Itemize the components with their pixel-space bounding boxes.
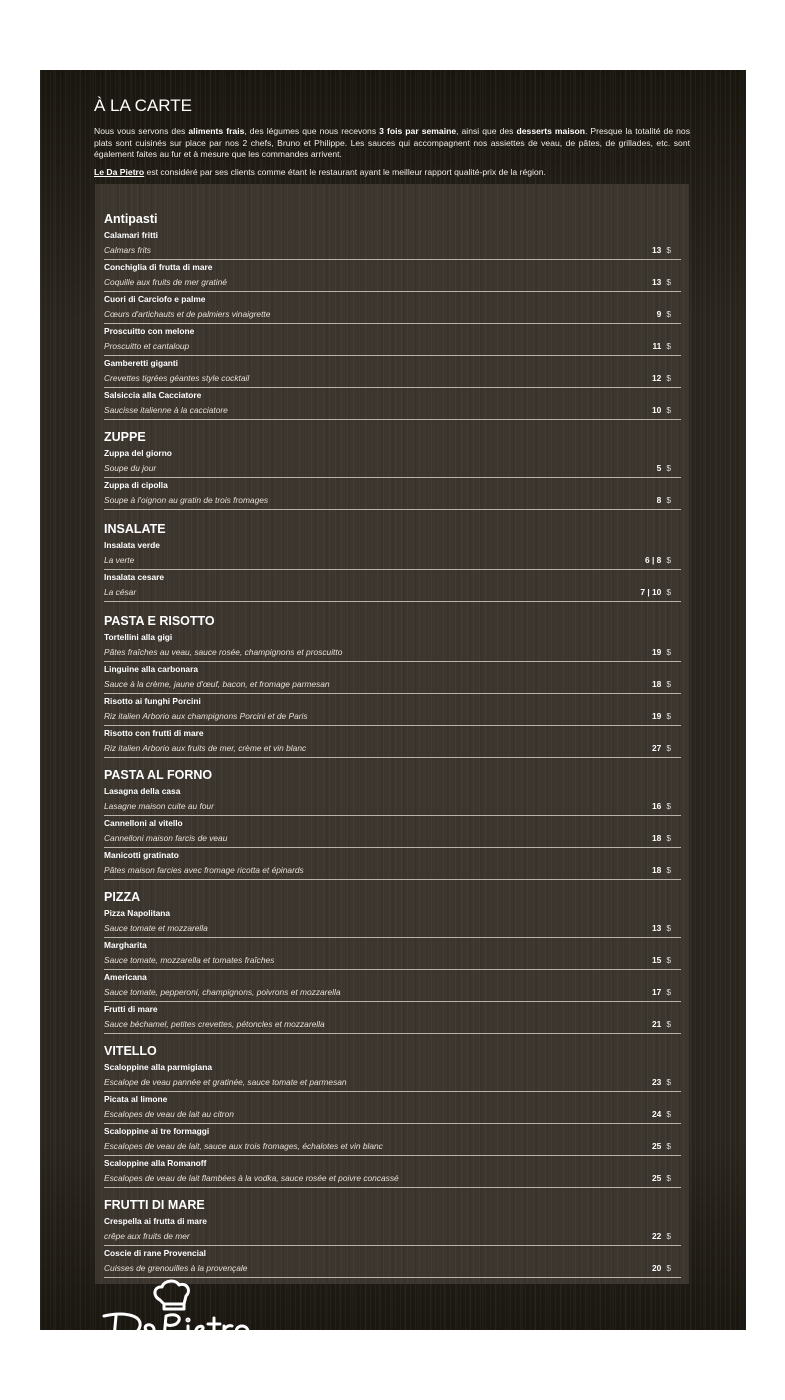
item-description: Riz italien Arborio aux champignons Porcini et de Paris bbox=[104, 711, 308, 721]
section-title: INSALATE bbox=[104, 522, 166, 536]
item-price bbox=[652, 647, 671, 657]
price-value: 27 bbox=[652, 743, 662, 753]
price-value: 18 bbox=[652, 833, 662, 843]
item-description: Sauce tomate, pepperoni, champignons, poivrons et mozzarella bbox=[104, 987, 341, 997]
item-description: Soupe à l'oignon au gratin de trois fromages bbox=[104, 495, 269, 505]
item-price bbox=[652, 1077, 671, 1087]
item-name: Picata al limone bbox=[104, 1094, 168, 1104]
price-value: 24 bbox=[652, 1109, 662, 1119]
menu-section bbox=[104, 1196, 681, 1278]
item-name: Risotto ai funghi Porcini bbox=[104, 696, 201, 706]
intro-bold: desserts maison bbox=[516, 126, 585, 136]
price-value: 6 | 8 bbox=[645, 555, 662, 565]
menu-section bbox=[104, 520, 681, 602]
item-name: Conchiglia di frutta di mare bbox=[104, 262, 213, 272]
item-description: Escalopes de veau de lait au citron bbox=[104, 1109, 234, 1119]
menu-item bbox=[104, 356, 681, 388]
item-name: Proscuitto con melone bbox=[104, 326, 195, 336]
item-description: Soupe du jour bbox=[104, 463, 157, 473]
section-title: PASTA AL FORNO bbox=[104, 768, 213, 782]
menu-item bbox=[104, 906, 681, 938]
menu-item bbox=[104, 694, 681, 726]
item-price bbox=[652, 341, 671, 351]
menu-panel bbox=[95, 184, 689, 1284]
item-description: Saucisse italienne à la cacciatore bbox=[104, 405, 228, 415]
intro-paragraph-2 bbox=[94, 167, 690, 179]
menu-item bbox=[104, 324, 681, 356]
currency-symbol: $ bbox=[666, 341, 671, 351]
item-name: Scaloppine alla parmigiana bbox=[104, 1062, 212, 1072]
item-price bbox=[652, 865, 671, 875]
price-value: 25 bbox=[652, 1141, 662, 1151]
item-price bbox=[652, 743, 671, 753]
price-value: 19 bbox=[652, 711, 662, 721]
price-value: 21 bbox=[652, 1019, 662, 1029]
currency-symbol: $ bbox=[666, 923, 671, 933]
currency-symbol: $ bbox=[666, 405, 671, 415]
menu-item bbox=[104, 570, 681, 602]
menu-section bbox=[104, 766, 681, 880]
currency-symbol: $ bbox=[666, 865, 671, 875]
currency-symbol: $ bbox=[666, 1019, 671, 1029]
item-description: Calmars frits bbox=[104, 245, 151, 255]
price-value: 17 bbox=[652, 987, 662, 997]
intro-text: , des légumes que nous recevons bbox=[244, 126, 380, 136]
price-value: 15 bbox=[652, 955, 662, 965]
price-value: 13 bbox=[652, 245, 662, 255]
menu-section bbox=[104, 888, 681, 1034]
price-value: 16 bbox=[652, 801, 662, 811]
currency-symbol: $ bbox=[666, 309, 671, 319]
intro bbox=[94, 96, 690, 184]
item-description: Cœurs d'artichauts et de palmiers vinaigrette bbox=[104, 309, 271, 319]
item-price bbox=[652, 405, 671, 415]
item-description: Sauce à la crème, jaune d'œuf, bacon, et fromage parmesan bbox=[104, 679, 330, 689]
item-price bbox=[652, 245, 671, 255]
currency-symbol: $ bbox=[666, 245, 671, 255]
item-price bbox=[652, 679, 671, 689]
currency-symbol: $ bbox=[666, 555, 671, 565]
item-name: Gamberetti giganti bbox=[104, 358, 178, 368]
item-price bbox=[652, 801, 671, 811]
price-value: 18 bbox=[652, 865, 662, 875]
item-name: Pizza Napolitana bbox=[104, 908, 171, 918]
item-price bbox=[652, 373, 671, 383]
item-name: Linguine alla carbonara bbox=[104, 664, 199, 674]
item-price bbox=[652, 711, 671, 721]
menu-item bbox=[104, 1092, 681, 1124]
currency-symbol: $ bbox=[666, 1141, 671, 1151]
menu-section bbox=[104, 1042, 681, 1188]
section-title: ZUPPE bbox=[104, 430, 146, 444]
price-value: 11 bbox=[652, 341, 662, 351]
currency-symbol: $ bbox=[666, 277, 671, 287]
item-name: Insalata verde bbox=[104, 540, 160, 550]
menu-section bbox=[104, 428, 681, 510]
menu-item bbox=[104, 726, 681, 758]
section-title: FRUTTI DI MARE bbox=[104, 1198, 205, 1212]
currency-symbol: $ bbox=[666, 711, 671, 721]
intro-bold: aliments frais bbox=[188, 126, 245, 136]
price-value: 7 | 10 bbox=[640, 587, 662, 597]
item-price bbox=[657, 495, 671, 505]
item-price bbox=[652, 1141, 671, 1151]
menu-item bbox=[104, 938, 681, 970]
section-title: PIZZA bbox=[104, 890, 141, 904]
item-name: Zuppa di cipolla bbox=[104, 480, 168, 490]
chef-hat-icon bbox=[155, 1281, 189, 1309]
item-name: Americana bbox=[104, 972, 147, 982]
item-price bbox=[657, 463, 671, 473]
intro-text: , ainsi que des bbox=[456, 126, 517, 136]
currency-symbol: $ bbox=[666, 1263, 671, 1273]
item-price bbox=[645, 555, 671, 565]
item-description: Crevettes tigrées géantes style cocktail bbox=[104, 373, 250, 383]
menu-item bbox=[104, 292, 681, 324]
intro-text: est considéré par ses clients comme étant le restaurant ayant le meilleur rapport qualité-prix de la région. bbox=[144, 166, 546, 177]
item-price bbox=[652, 1019, 671, 1029]
intro-paragraph bbox=[94, 126, 690, 161]
menu-item bbox=[104, 1060, 681, 1092]
item-price bbox=[652, 1109, 671, 1119]
item-name: Tortellini alla gigi bbox=[104, 632, 173, 642]
item-name: Cannelloni al vitello bbox=[104, 818, 183, 828]
item-description: Proscuitto et cantaloup bbox=[104, 341, 190, 351]
currency-symbol: $ bbox=[666, 955, 671, 965]
currency-symbol: $ bbox=[666, 1077, 671, 1087]
item-name: Scaloppine alla Romanoff bbox=[104, 1158, 207, 1168]
item-description: Pâtes fraîches au veau, sauce rosée, champignons et proscuitto bbox=[104, 647, 343, 657]
menu-item bbox=[104, 970, 681, 1002]
item-price bbox=[652, 923, 671, 933]
item-description: Riz italien Arborio aux fruits de mer, crème et vin blanc bbox=[104, 743, 307, 753]
menu-item bbox=[104, 1156, 681, 1188]
section-title: PASTA E RISOTTO bbox=[104, 614, 215, 628]
item-name: Coscie di rane Provencial bbox=[104, 1248, 206, 1258]
price-value: 22 bbox=[652, 1231, 662, 1241]
price-value: 12 bbox=[652, 373, 662, 383]
price-value: 8 bbox=[656, 495, 662, 505]
item-description: La césar bbox=[104, 587, 137, 597]
section-title: Antipasti bbox=[104, 212, 158, 226]
item-name: Salsiccia alla Cacciatore bbox=[104, 390, 202, 400]
item-price bbox=[652, 987, 671, 997]
menu-section bbox=[104, 210, 681, 420]
menu-item bbox=[104, 662, 681, 694]
item-price bbox=[640, 587, 671, 597]
currency-symbol: $ bbox=[666, 679, 671, 689]
intro-bold: 3 fois par semaine bbox=[379, 126, 457, 136]
item-name: Zuppa del giorno bbox=[104, 448, 172, 458]
item-name: Margharita bbox=[104, 940, 147, 950]
menu-item bbox=[104, 1246, 681, 1278]
currency-symbol: $ bbox=[666, 495, 671, 505]
menu-page bbox=[40, 70, 746, 1330]
da-pietro-logo bbox=[102, 1278, 252, 1330]
price-value: 9 bbox=[656, 309, 662, 319]
item-description: Cuisses de grenouilles à la provençale bbox=[104, 1263, 248, 1273]
menu-item bbox=[104, 538, 681, 570]
price-value: 13 bbox=[652, 923, 662, 933]
item-description: Sauce tomate, mozzarella et tomates fraîches bbox=[104, 955, 275, 965]
item-price bbox=[657, 309, 671, 319]
menu-item bbox=[104, 228, 681, 260]
item-description: La verte bbox=[104, 555, 135, 565]
menu-item bbox=[104, 1124, 681, 1156]
currency-symbol: $ bbox=[666, 587, 671, 597]
menu-item bbox=[104, 260, 681, 292]
item-price bbox=[652, 277, 671, 287]
item-name: Risotto con frutti di mare bbox=[104, 728, 204, 738]
item-name: Crespella ai frutta di mare bbox=[104, 1216, 207, 1226]
price-value: 5 bbox=[656, 463, 662, 473]
item-description: Escalopes de veau de lait, sauce aux trois fromages, échalotes et vin blanc bbox=[104, 1141, 383, 1151]
item-description: Escalope de veau pannée et gratinée, sauce tomate et parmesan bbox=[104, 1077, 347, 1087]
item-description: Sauce tomate et mozzarella bbox=[104, 923, 208, 933]
currency-symbol: $ bbox=[666, 1231, 671, 1241]
item-description: Escalopes de veau de lait flambées à la vodka, sauce rosée et poivre concassé bbox=[104, 1173, 399, 1183]
menu-item bbox=[104, 1214, 681, 1246]
item-name: Insalata cesare bbox=[104, 572, 165, 582]
item-description: Lasagne maison cuite au four bbox=[104, 801, 214, 811]
item-price bbox=[652, 1173, 671, 1183]
menu-item bbox=[104, 816, 681, 848]
page-title: À LA CARTE bbox=[94, 96, 192, 115]
item-price bbox=[652, 1231, 671, 1241]
intro-text: . Presque la totalité de nos plats sont cuisinés sur place par nos 2 chefs, Bruno et Philippe. Les sauces qui accompagnent nos assiettes de veau, de pâtes, de grillades, etc. sont également faites au fur et à mesure que les commandes arrivent. bbox=[94, 126, 690, 159]
intro-text: Nous vous servons des bbox=[94, 126, 189, 136]
price-value: 19 bbox=[652, 647, 662, 657]
section-title: VITELLO bbox=[104, 1044, 157, 1058]
item-name: Calamari fritti bbox=[104, 230, 158, 240]
menu-item bbox=[104, 630, 681, 662]
currency-symbol: $ bbox=[666, 647, 671, 657]
item-price bbox=[652, 833, 671, 843]
item-description: Pâtes maison farcies avec fromage ricotta et épinards bbox=[104, 865, 304, 875]
menu-section bbox=[104, 612, 681, 758]
currency-symbol: $ bbox=[666, 1109, 671, 1119]
price-value: 23 bbox=[652, 1077, 662, 1087]
item-name: Frutti di mare bbox=[104, 1004, 158, 1014]
currency-symbol: $ bbox=[666, 463, 671, 473]
currency-symbol: $ bbox=[666, 833, 671, 843]
currency-symbol: $ bbox=[666, 1173, 671, 1183]
menu-item bbox=[104, 478, 681, 510]
menu-item bbox=[104, 784, 681, 816]
item-description: Sauce béchamel, petites crevettes, pétoncles et mozzarella bbox=[104, 1019, 325, 1029]
currency-symbol: $ bbox=[666, 373, 671, 383]
item-name: Lasagna della casa bbox=[104, 786, 181, 796]
currency-symbol: $ bbox=[666, 987, 671, 997]
item-description: Coquille aux fruits de mer gratiné bbox=[104, 277, 227, 287]
menu-item bbox=[104, 1002, 681, 1034]
price-value: 25 bbox=[652, 1173, 662, 1183]
item-name: Cuori di Carciofo e palme bbox=[104, 294, 206, 304]
item-price bbox=[652, 1263, 671, 1273]
item-description: Cannelloni maison farcis de veau bbox=[104, 833, 228, 843]
item-description: crêpe aux fruits de mer bbox=[104, 1231, 190, 1241]
menu-item bbox=[104, 388, 681, 420]
currency-symbol: $ bbox=[666, 743, 671, 753]
currency-symbol: $ bbox=[666, 801, 671, 811]
price-value: 20 bbox=[652, 1263, 662, 1273]
price-value: 18 bbox=[652, 679, 662, 689]
menu-item bbox=[104, 446, 681, 478]
item-name: Manicotti gratinato bbox=[104, 850, 179, 860]
item-price bbox=[652, 955, 671, 965]
price-value: 10 bbox=[652, 405, 662, 415]
da-pietro-link[interactable]: Le Da Pietro bbox=[94, 166, 145, 177]
item-name: Scaloppine ai tre formaggi bbox=[104, 1126, 210, 1136]
price-value: 13 bbox=[652, 277, 662, 287]
menu-item bbox=[104, 848, 681, 880]
